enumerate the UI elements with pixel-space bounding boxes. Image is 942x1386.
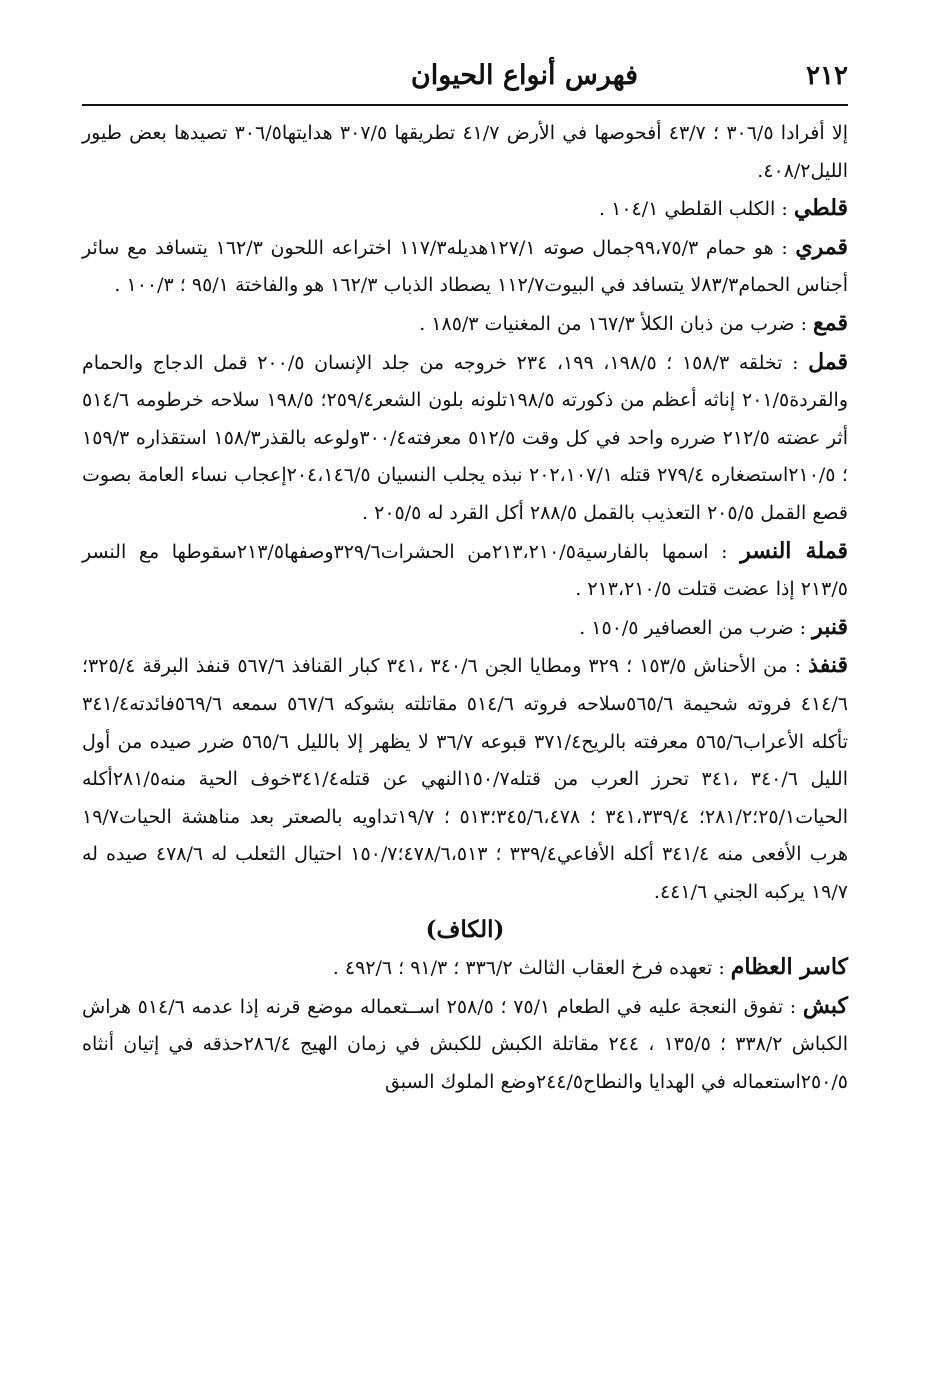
index-entry	[82, 988, 848, 1102]
entry-text: : تفوق النعجة عليه في الطعام ٧٥/١ ؛ ٢٥٨/٥ اســتعماله موضع قرنه إذا عدمه ٥١٤/٦ هراش الكباش ٣٣٨/٢ ؛ ١٣٥/٥ ، ٢٤٤ مقاتلة الكبش للكبش في زمان الهيج ٢٨٦/٤حذقه في إتيان أنثاه ٢٥٠/٥استعماله في الهدايا والنطاح٢٤٤/٥وضع الملوك السبق	[82, 995, 848, 1093]
index-entry	[82, 949, 848, 988]
page-header	[82, 60, 848, 106]
index-entries	[82, 114, 848, 1101]
entry-headword: كاسر العظام	[730, 954, 848, 981]
index-entry	[82, 609, 848, 648]
section-heading: (الكاف)	[425, 916, 505, 944]
entry-text: : من الأحناش ١٥٣/٥ ؛ ٣٢٩ ومطايا الجن ٣٤٠/٦ ،٣٤١ كبار القنافذ ٥٦٧/٦ قنفذ البرقة ٣٢٥/٤؛٤١٤/٦ فروته شحيمة ٥٦٥/٦سلاحه فروته ٥١٤/٦ مقاتلته بشوكه ٥٦٧/٦ سمعه ٥٦٩/٦فائدته٣٤١/٤ تأكله الأعراب٥٦٥/٦ معرفته بالريح٣٧١/٤ قبوعه ٣٦/٧ لا يظهر إلا بالليل ٥٦٥/٦ ضرر صيده من أول الليل ٣٤٠/٦ ،٣٤١ تحرز العرب من قتله١٥٠/٧النهي عن قتله٣٤١/٤خوف الحية منه٢٨١/٥أكله الحيات٢٥/١؛٢٨١/٢؛ ٣٤١،٣٣٩/٤ ؛ ٣٤٥/٦،٤٧٨؛٥١٣ ؛ ١٩/٧تداويه بالصعتر بعد مناهشة الحيات١٩/٧ هرب الأفعى منه ٣٤١/٤ أكله الأفاعي٣٣٩/٤ ؛ ٤٧٨/٦،٥١٣؛١٥٠/٧ احتيال الثعلب له ٤٧٨/٦ صيده له ١٩/٧ يركبه الجني ٤٤١/٦.	[82, 655, 848, 903]
page-number: ٢١٢	[806, 61, 848, 91]
entry-headword: قنبر	[812, 613, 848, 640]
entry-text: : ضرب من العصافير ١٥٠/٥ .	[579, 616, 813, 639]
entry-text: : هو حمام ٩٩،٧٥/٣جمال صوته ١٢٧/١هديله١١٧/٣ اختراعه اللحون ١٦٢/٣ يتسافد مع سائر أجناس الحمام٨٣/٣لا يتسافد في البيوت١١٢/٧ يصطاد الذباب ١٦٢/٣ هو والفاختة ٩٥/١ ؛ ١٠٠/٣ .	[82, 236, 848, 297]
entry-text: : ضرب من ذبان الكلأ ١٦٧/٣ من المغنيات ١٨٥/٣ .	[419, 312, 814, 335]
entry-headword: قمل	[808, 348, 849, 375]
index-entry	[82, 229, 848, 305]
running-title: فهرس أنواع الحيوان	[410, 60, 639, 91]
index-entry	[82, 344, 848, 533]
index-entry	[82, 647, 848, 911]
entry-headword: قنفذ	[808, 652, 848, 679]
index-entry	[82, 533, 848, 609]
entry-headword: كبش	[802, 992, 848, 1019]
index-entry	[82, 190, 848, 229]
index-entry	[82, 305, 848, 344]
entry-headword: قمري	[795, 233, 848, 260]
entry-text: : اسمها بالفارسية٢١٣،٢١٠/٥من الحشرات٣٢٩/٦وصفها٢١٣/٥سقوطها مع النسر ٢١٣/٥ إذا عضت قتلت ٢١٣،٢١٠/٥ .	[82, 540, 848, 601]
entry-text: : الكلب القلطي ١٠٤/١ .	[599, 198, 794, 221]
entry-text: إلا أفرادا ٣٠٦/٥ ؛ ٤٣/٧ أفحوصها في الأرض ٤١/٧ تطريقها ٣٠٧/٥ هدايتها٣٠٦/٥ تصيدها بعض طيور الليل٤٠٨/٢.	[82, 122, 849, 182]
index-entry-continuation	[82, 114, 848, 190]
entry-headword: قلطي	[793, 195, 848, 222]
entry-text: : تعهده فرخ العقاب الثالث ٣٣٦/٢ ؛ ٩١/٣ ؛ ٤٩٢/٦ .	[332, 957, 731, 980]
entry-headword: قملة النسر	[740, 537, 848, 564]
entry-headword: قمع	[813, 309, 848, 336]
entry-text: : تخلقه ١٥٨/٣ ؛ ١٩٨/٥، ١٩٩، ٢٣٤ خروجه من جلد الإنسان ٢٠٠/٥ قمل الدجاج والحمام والقردة٢٠١/٥ إناثه أعظم من ذكورته ١٩٨/٥تلونه بلون الشعر٢٥٩/٤؛ ١٩٨/٥ سلاحه خرطومه ٥١٤/٦ أثر عضته ٢١٢/٥ ضرره واحد في كل وقت ٥١٢/٥ معرفته٣٠٠/٤ولوعه بالقذر١٥٨/٣ استقذاره ١٥٩/٣ ؛ ٢١٠/٥استصغاره ٢٧٩/٤ قتله ٢٠٢،١٠٧/١ نبذه يجلب النسيان ٢٠٤،١٤٦/٥إعجاب نساء العامة بصوت قصع القمل ٢٠٥/٥ التعذيب بالقمل ٢٨٨/٥ أكل القرد له ٢٠٥/٥ .	[82, 351, 848, 524]
